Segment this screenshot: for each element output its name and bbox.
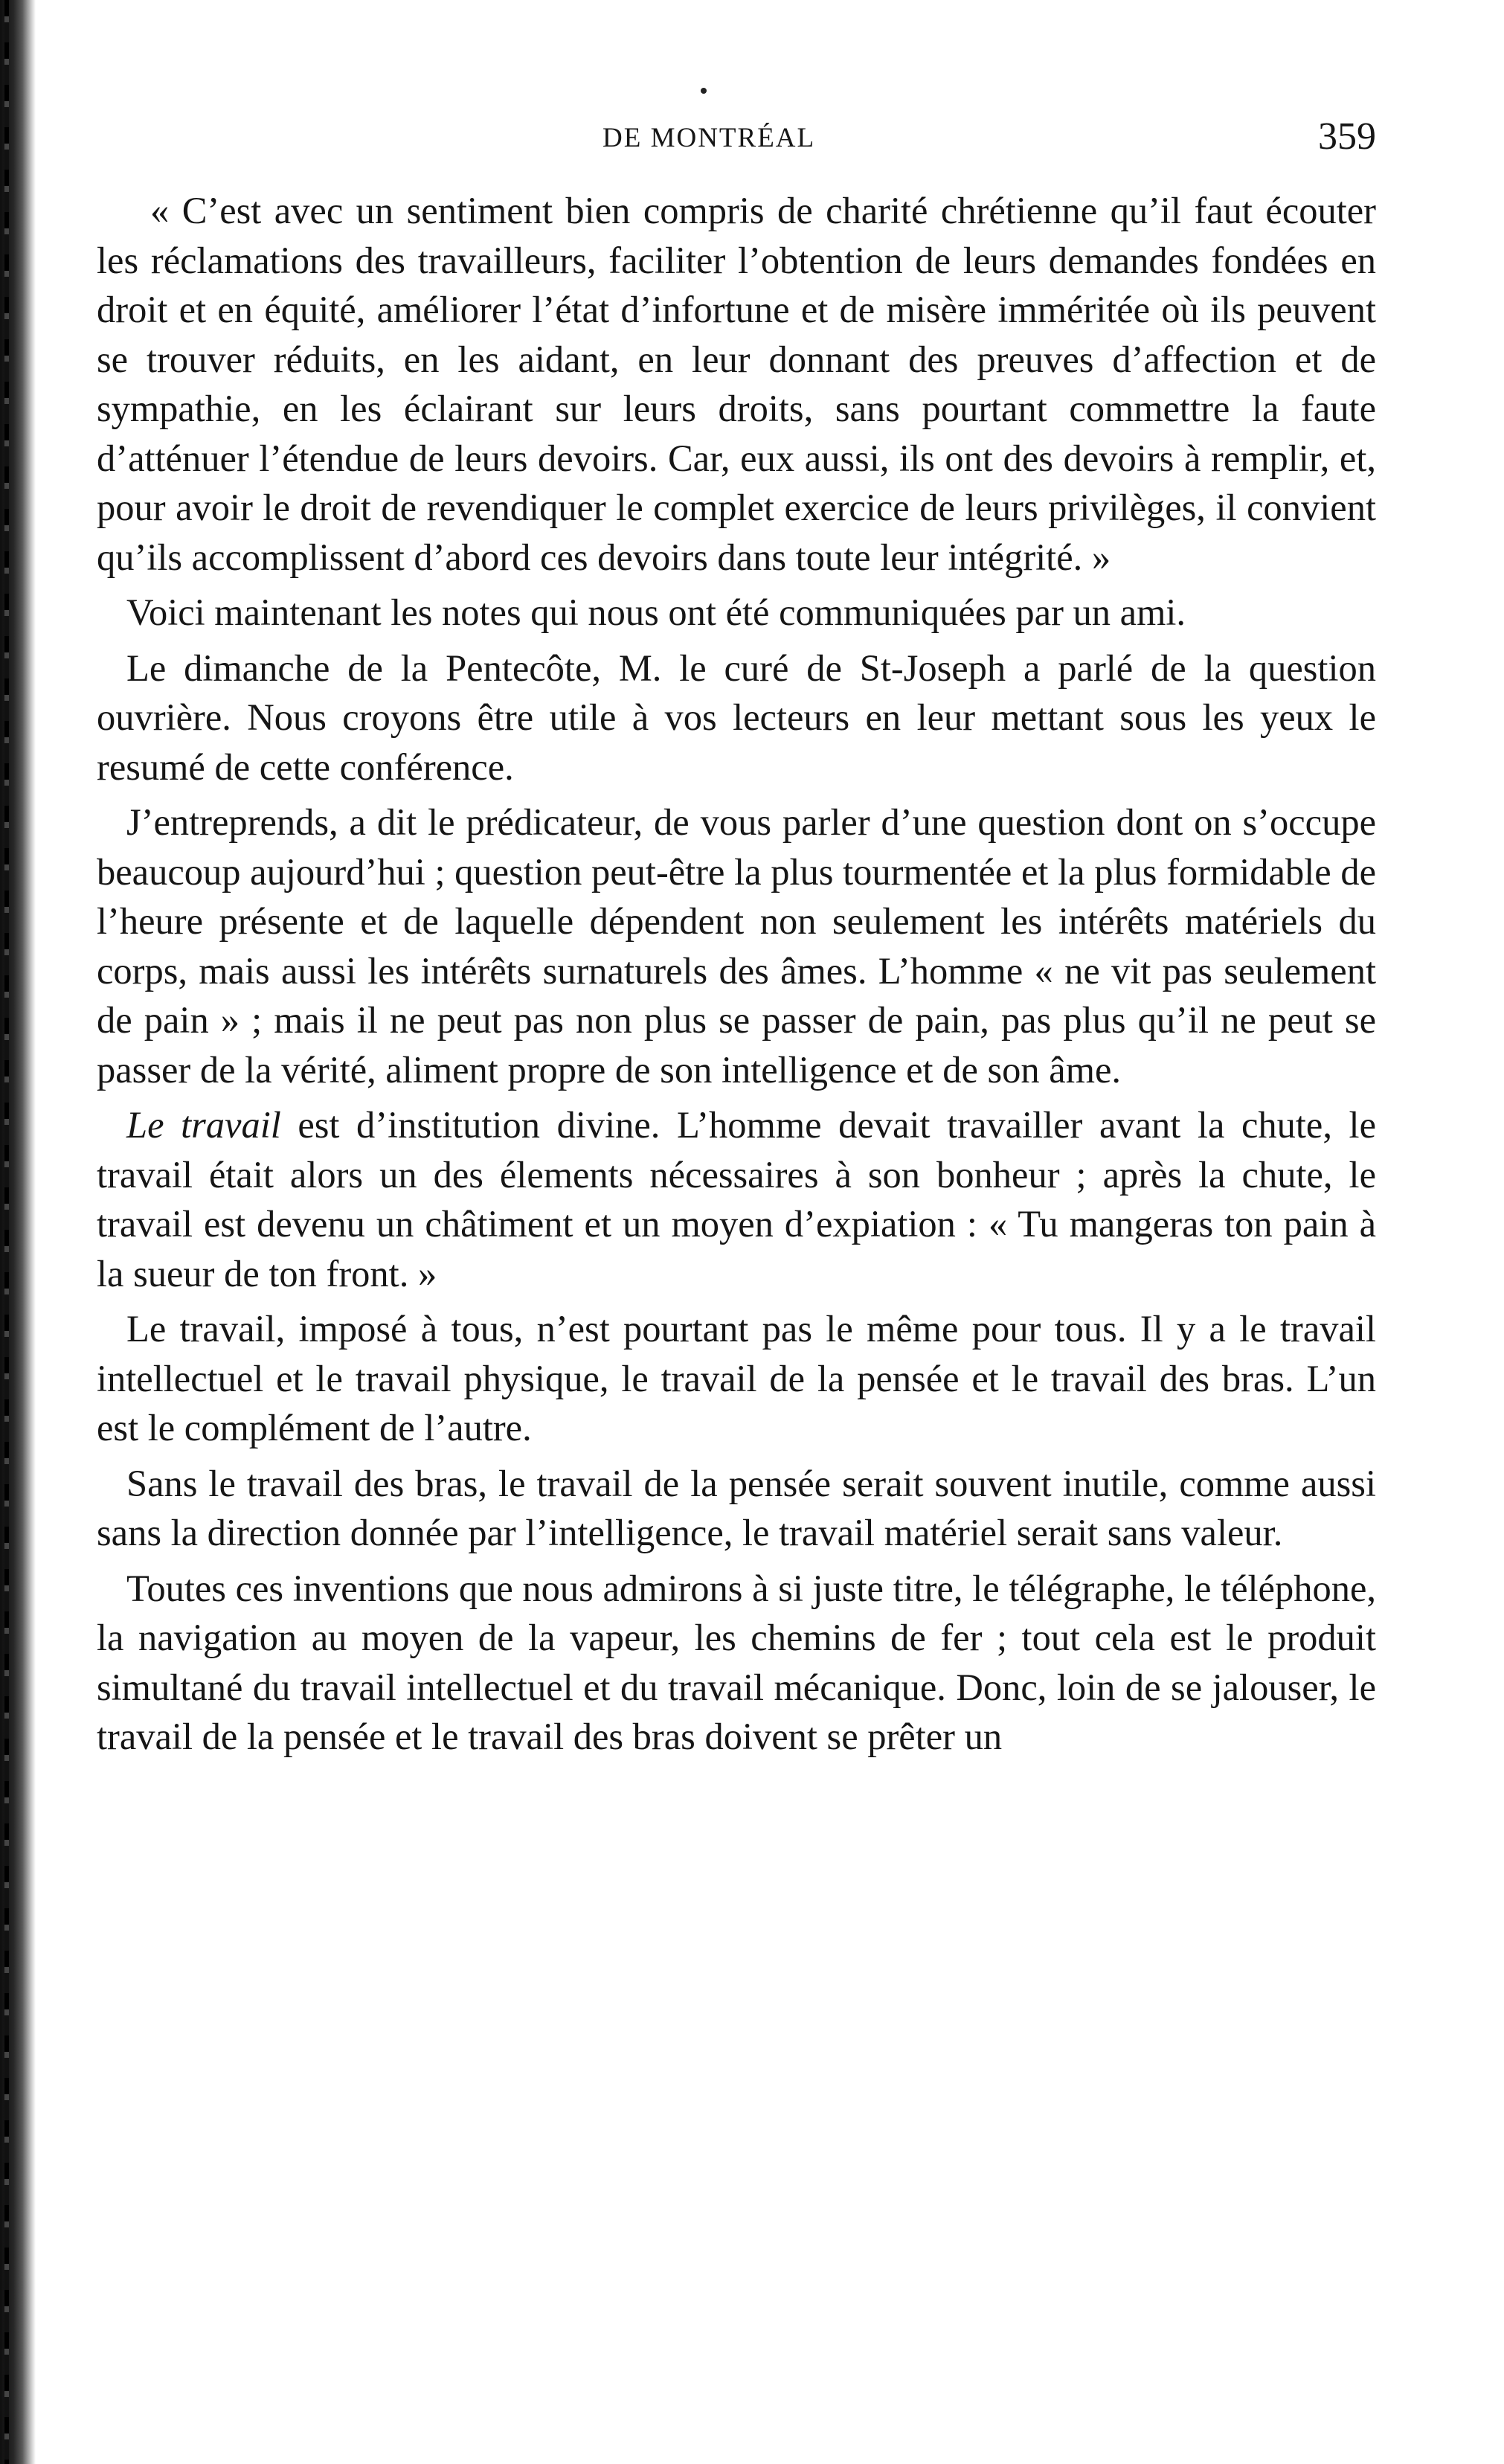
- print-speck: [701, 88, 707, 94]
- page-body: [97, 186, 1376, 1768]
- running-head: DE MONTRÉAL: [602, 123, 816, 153]
- page-header: [97, 112, 1376, 171]
- paragraph-pentecost: Le dimanche de la Pentecôte, M. le curé de St-Joseph a parlé de la question ouvrière. Nous croyons être utile à vos lecteurs en leur mettant sous les yeux le resumé de cette conférence.: [97, 647, 1376, 788]
- book-binding-edge: [0, 0, 36, 2464]
- page-number: 359: [1318, 115, 1376, 158]
- paragraph-inventions: Toutes ces inventions que nous admirons à si juste titre, le télégraphe, le téléphone, la navigation au moyen de la vapeur, les chemins de fer ; tout cela est le produit simultané du travail intellectuel et du travail mécanique. Donc, loin de se jalouser, le travail de la pensée et le travail des bras doivent se prêter un: [97, 1567, 1376, 1757]
- paragraph-quotation: « C’est avec un sentiment bien compris de charité chrétienne qu’il faut écouter les réclamations des travailleurs, faciliter l’obtention de leurs demandes fondées en droit et en équité, améliorer l’état d’infortune et de misère imméritée où ils peuvent se trouver réduits, en les aidant, en leur donnant des preuves d’affection et de sympathie, en les éclairant sur leurs droits, sans pourtant commettre la faute d’atténuer l’étendue de leurs devoirs. Car, eux aussi, ils ont des devoirs à remplir, et, pour avoir le droit de revendiquer le complet exercice de leurs privilèges, il convient qu’ils accomplissent d’abord ces devoirs dans toute leur intégrité. »: [97, 190, 1376, 578]
- italic-lead-phrase: Le travail: [126, 1104, 281, 1146]
- paragraph-kinds-of-work: Le travail, imposé à tous, n’est pourtant pas le même pour tous. Il y a le travail intellectuel et le travail physique, le travail de la pensée et le travail des bras. L’un est le complément de l’autre.: [97, 1308, 1376, 1448]
- paragraph-divine-work-text: est d’institution divine. L’homme devait travailler avant la chute, le travail était alors un des élements nécessaires à son bonheur ; après la chute, le travail est devenu un châtiment et un moyen d’expiation : « Tu mangeras ton pain à la sueur de ton front. »: [97, 1104, 1376, 1294]
- paragraph-preacher: J’entreprends, a dit le prédicateur, de vous parler d’une question dont on s’occupe beaucoup aujourd’hui ; question peut-être la plus tourmentée et la plus formidable de l’heure présente et de laquelle dépendent non seulement les intérêts matériels du corps, mais aussi les intérêts surnaturels des âmes. L’homme « ne vit pas seulement de pain » ; mais il ne peut pas non plus se passer de pain, pas plus qu’il ne peut se passer de la vérité, aliment propre de son intelligence et de son âme.: [97, 801, 1376, 1091]
- paragraph-notes-intro: Voici maintenant les notes qui nous ont été communiquées par un ami.: [126, 591, 1186, 633]
- paragraph-divine-work: [97, 1100, 1376, 1298]
- paragraph-hands-and-mind: Sans le travail des bras, le travail de la pensée serait souvent inutile, comme aussi sans la direction donnée par l’intelligence, le travail matériel serait sans valeur.: [97, 1462, 1376, 1553]
